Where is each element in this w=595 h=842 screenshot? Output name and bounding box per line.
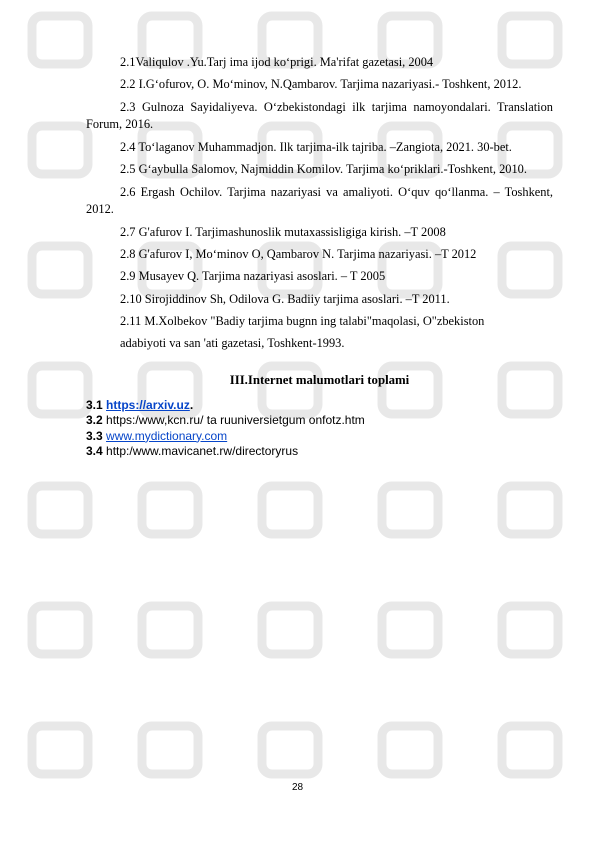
reference-item: 2.9 Musayev Q. Tarjima nazariyasi asoslari. – T 2005 [120,269,386,284]
internet-item [86,444,553,460]
watermark-mark [32,366,88,414]
item-number: 3.3 [86,428,103,443]
item-number: 3.1 [86,397,103,412]
watermark-mark [142,726,198,774]
watermark-mark [382,606,438,654]
section-title: III.Internet malumotlari toplami [229,373,410,388]
reference-item: 2.11 M.Xolbekov "Badiy tarjima bugnn ing talabi"maqolasi, O"zbekiston [120,314,485,329]
watermark-mark [262,606,318,654]
watermark-mark [502,726,558,774]
item-suffix: . [189,397,194,412]
reference-item: 2.7 G'afurov I. Tarjimashunoslik mutaxassisligiga kirish. –T 2008 [120,224,446,239]
watermark-mark [502,486,558,534]
internet-item [86,398,553,414]
mydictionary-link[interactable]: www.mydictionary.com [106,428,228,443]
watermark-mark [32,16,88,64]
reference-item: 2.2 I.Gʻofurov, O. Moʻminov, N.Qambarov. Tarjima nazariyasi.- Toshkent, 2012. [120,77,522,92]
watermark-mark [142,606,198,654]
watermark-mark [502,606,558,654]
reference-item: 2.1Valiqulov .Yu.Tarj ima ijod koʻprigi. Ma'rifat gazetasi, 2004 [120,55,434,69]
reference-item: 2.8 G'afurov I, Moʻminov O, Qambarov N. Tarjima nazariyasi. –T 2012 [120,246,477,261]
reference-item: 2.10 Sirojiddinov Sh, Odilova G. Badiiy tarjima asoslari. –T 2011. [120,291,450,306]
item-text: http:/www.mavicanet.rw/directoryrus [102,444,299,459]
internet-item [86,413,553,429]
watermark-mark [142,486,198,534]
reference-item: 2.3 Gulnoza Sayidaliyeva. Oʻzbekistondagi ilk tarjima namoyondalari. Translation Forum, 2016. [86,99,553,132]
watermark-mark [262,486,318,534]
watermark-mark [32,606,88,654]
watermark-mark [262,726,318,774]
item-text: https:/www,kcn.ru/ ta ruuniversietgum onfotz.htm [106,413,365,428]
watermark-mark [382,726,438,774]
reference-item: 2.5 Gʻaybulla Salomov, Najmiddin Komilov. Tarjima koʻpriklari.-Toshkent, 2010. [120,162,527,177]
watermark-mark [32,246,88,294]
arxiv-link[interactable]: https://arxiv.uz [106,397,190,412]
reference-item: 2.6 Ergash Ochilov. Tarjima nazariyasi va amaliyoti. Oʻquv qoʻllanma. – Toshkent, 2012. [86,184,553,217]
reference-item: 2.4 Toʻlaganov Muhammadjon. Ilk tarjima-ilk tajriba. –Zangiota, 2021. 30-bet. [120,139,512,154]
watermark-mark [32,486,88,534]
internet-item [86,429,553,445]
reference-item: adabiyoti va san 'ati gazetasi, Toshkent-1993. [120,336,345,351]
watermark-mark [32,726,88,774]
page-number: 28 [291,782,304,793]
document-body [86,54,553,460]
watermark-mark [32,126,88,174]
watermark-mark [382,486,438,534]
item-number: 3.2 [86,413,103,428]
item-number: 3.4 [86,444,103,459]
